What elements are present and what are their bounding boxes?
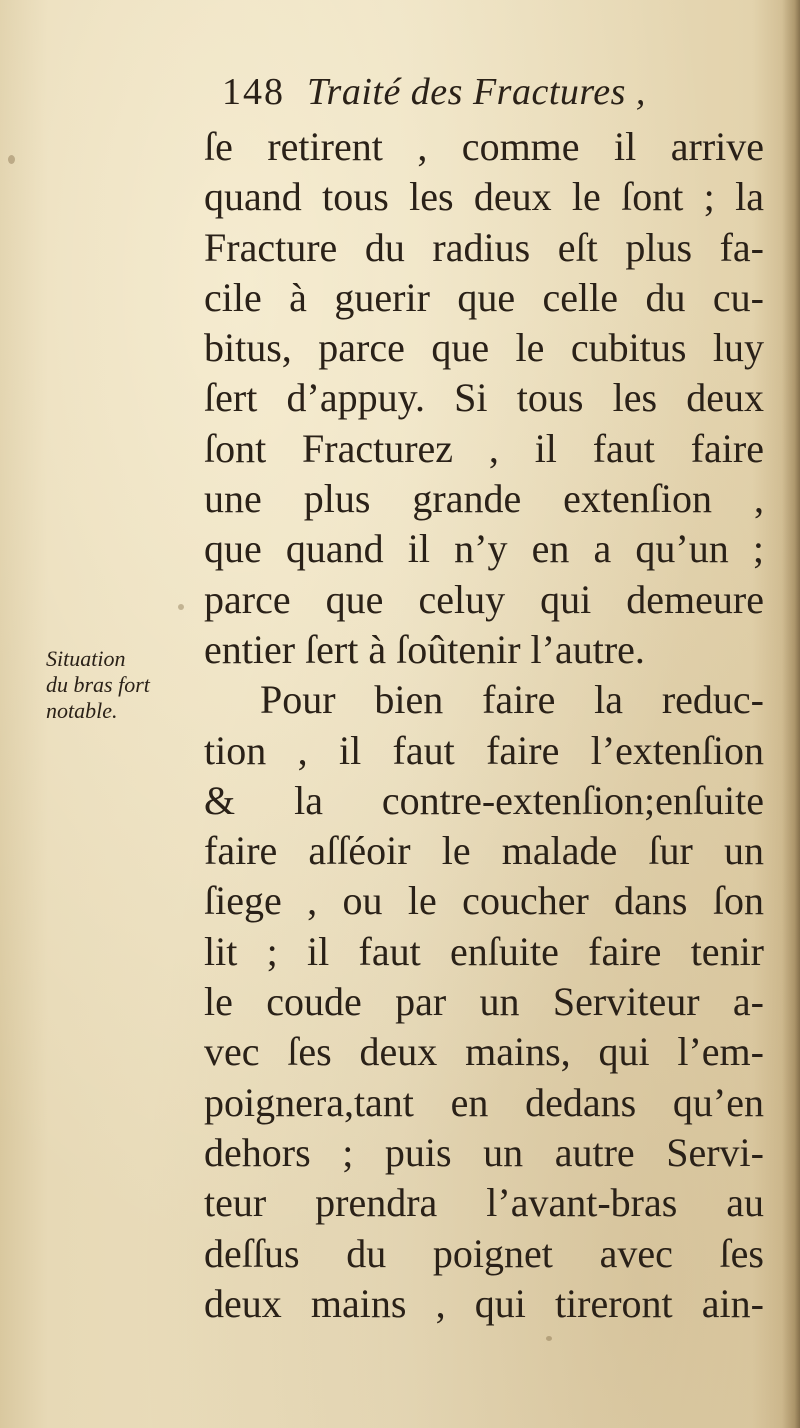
text-line: cile à guerir que celle du cu- [204, 274, 764, 320]
text-line: le coude par un Serviteur a- [204, 979, 764, 1025]
page-number: 148 [222, 71, 285, 113]
ink-spot [546, 1336, 552, 1341]
ink-spot [178, 604, 184, 610]
body-text [204, 122, 764, 1329]
text-line: teur prendra l’avant-bras au [204, 1180, 764, 1226]
text-line: tion , il faut faire l’extenſion [204, 727, 764, 773]
text-line: faire aſſéoir le malade ſur un [204, 828, 764, 874]
margin-note [46, 646, 206, 724]
page-edge-shadow [782, 0, 800, 1428]
ink-spot [8, 155, 15, 164]
text-line: poignera,tant en dedans qu’en [204, 1079, 764, 1125]
margin-note-line: du bras fort [46, 672, 150, 697]
text-line: entier ſert à ſoûtenir l’autre. [204, 626, 645, 672]
text-line: quand tous les deux le ſont ; la [204, 174, 764, 220]
page-header [222, 70, 646, 118]
text-line: vec ſes deux mains, qui l’em- [204, 1029, 764, 1075]
text-line: Fracture du radius eſt plus fa- [204, 224, 764, 270]
text-line: que quand il n’y en a qu’un ; [204, 526, 764, 572]
text-line: Pour bien faire la reduc- [260, 677, 764, 723]
text-line: une plus grande extenſion , [204, 476, 764, 522]
running-title: Traité des Fractures , [307, 71, 646, 113]
text-line: deux mains , qui tireront ain- [204, 1280, 764, 1326]
text-line: ſe retirent , comme il arrive [204, 124, 764, 169]
margin-note-line: notable. [46, 698, 118, 723]
text-line: & la contre-extenſion;enſuite [204, 777, 764, 823]
text-line: lit ; il faut enſuite faire tenir [204, 928, 764, 974]
text-line: parce que celuy qui demeure [204, 576, 764, 622]
text-line: ſont Fracturez , il faut faire [204, 425, 764, 471]
text-line: deſſus du poignet avec ſes [204, 1230, 764, 1276]
text-line: ſiege , ou le coucher dans ſon [204, 878, 764, 924]
text-line: ſert d’appuy. Si tous les deux [204, 375, 764, 421]
text-line: bitus, parce que le cubitus luy [204, 325, 764, 371]
margin-note-line: Situation [46, 646, 126, 671]
text-line: dehors ; puis un autre Servi- [204, 1129, 764, 1175]
